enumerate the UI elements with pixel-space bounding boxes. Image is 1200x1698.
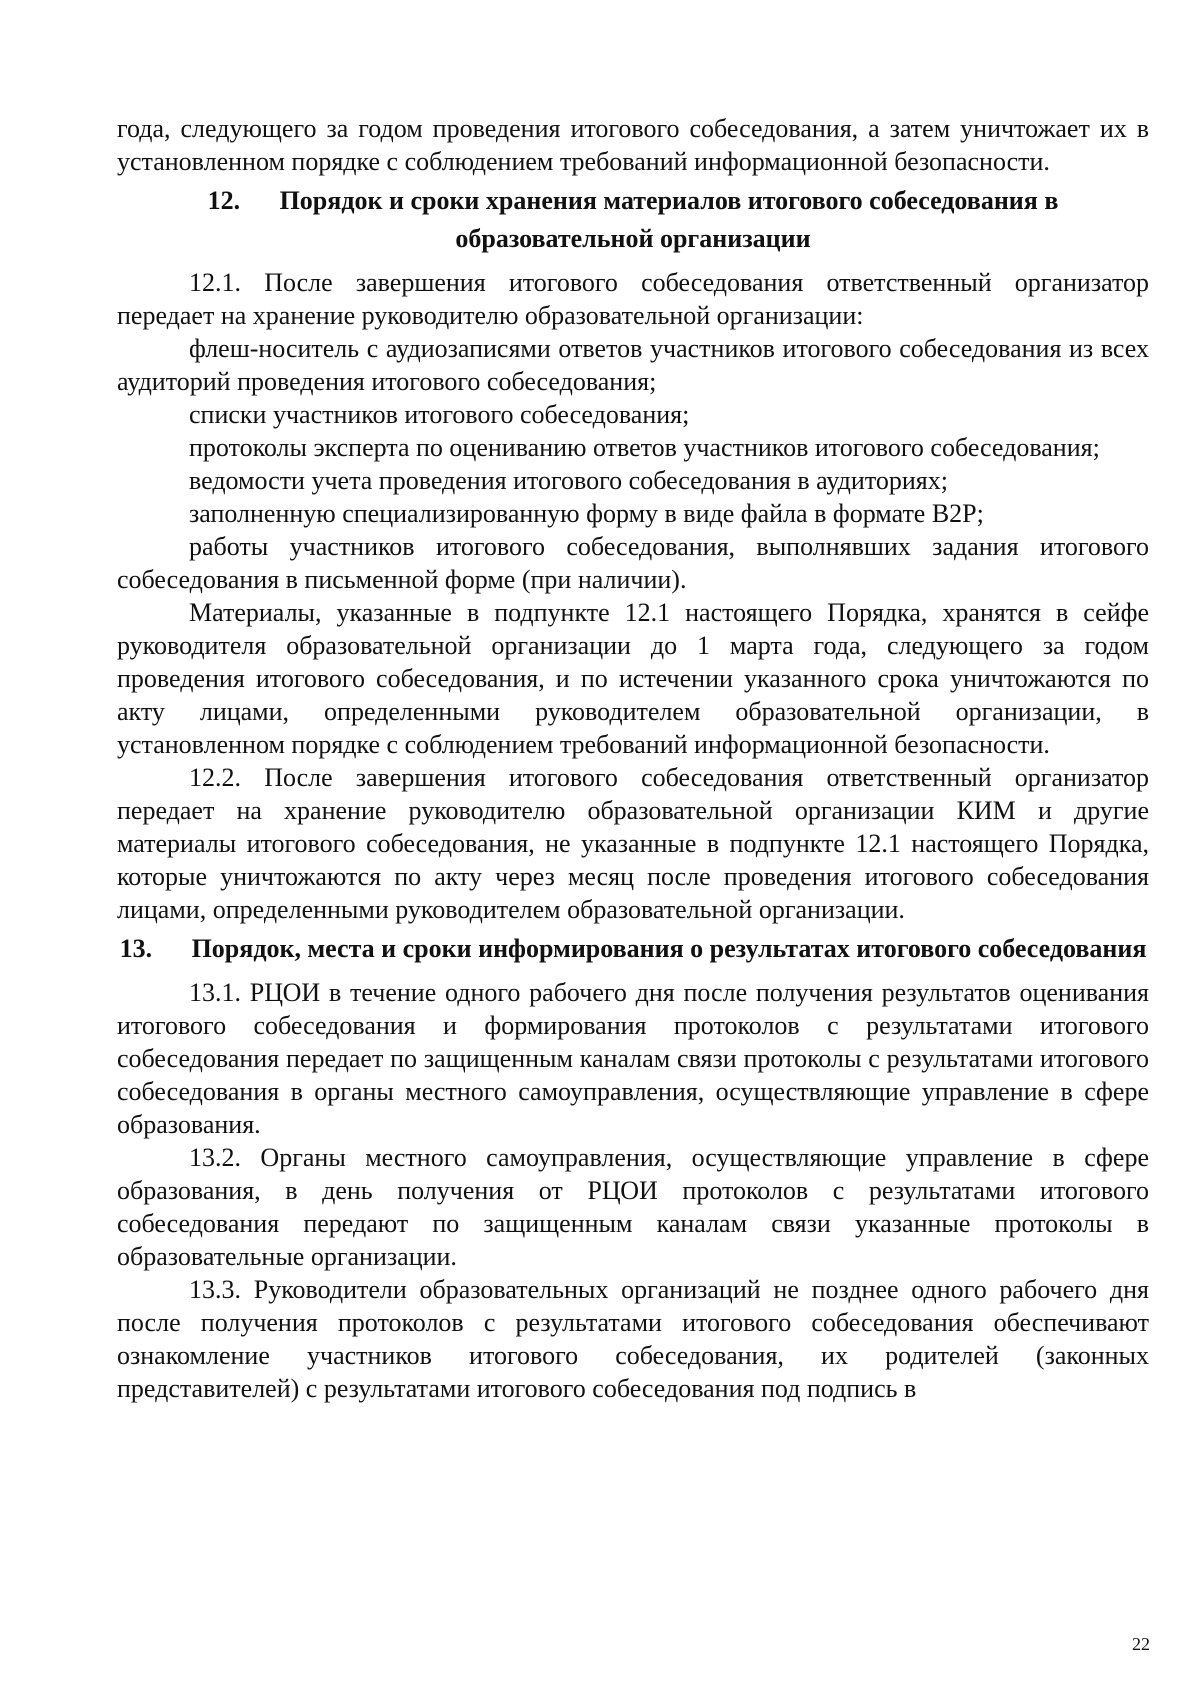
document-page <box>117 112 1149 1405</box>
paragraph-12-1: 12.1. После завершения итогового собеседования ответственный организатор передает на хранение руководителю образовательной организации: <box>117 268 1149 330</box>
paragraph-13-1: 13.1. РЦОИ в течение одного рабочего дня после получения результатов оценивания итогового собеседования и формирования протоколов с результатами итогового собеседования передает по защищенным каналам связи протоколы с результатами итогового собеседования в органы местного самоуправления, осуществляющие управление в сфере образования. <box>117 978 1149 1139</box>
list-item: работы участников итогового собеседования, выполнявших задания итогового собеседования в письменной форме (при наличии). <box>117 532 1149 594</box>
intro-paragraph: года, следующего за годом проведения итогового собеседования, а затем уничтожает их в установленном порядке с соблюдением требований информационной безопасности. <box>117 114 1149 176</box>
paragraph-13-2: 13.2. Органы местного самоуправления, осуществляющие управление в сфере образования, в день получения от РЦОИ протоколов с результатами итогового собеседования передают по защищенным каналам связи указанные протоколы в образовательные организации. <box>117 1143 1149 1271</box>
paragraph-materials-storage: Материалы, указанные в подпункте 12.1 настоящего Порядка, хранятся в сейфе руководителя образовательной организации до 1 марта года, следующего за годом проведения итогового собеседования, и по истечении указанного срока уничтожаются по акту лицами, определенными руководителем образовательной организации, в установленном порядке с соблюдением требований информационной безопасности. <box>117 598 1149 759</box>
list-item: ведомости учета проведения итогового собеседования в аудиториях; <box>189 466 948 495</box>
section-12-title: Порядок и сроки хранения материалов итогового собеседования в образовательной организации <box>279 186 1059 253</box>
paragraph-13-3: 13.3. Руководители образовательных организаций не позднее одного рабочего дня после получения протоколов с результатами итогового собеседования обеспечивают ознакомление участников итогового собеседования, их родителей (законных представителей) с результатами итогового собеседования под подпись в <box>117 1275 1149 1403</box>
paragraph-12-2: 12.2. После завершения итогового собеседования ответственный организатор передает на хранение руководителю образовательной организации КИМ и другие материалы итогового собеседования, не указанные в подпункте 12.1 настоящего Порядка, которые уничтожаются по акту через месяц после проведения итогового собеседования лицами, определенными руководителем образовательной организации. <box>117 763 1149 924</box>
page-number: 22 <box>1132 1634 1150 1654</box>
section-12-heading <box>117 182 1149 258</box>
list-item: заполненную специализированную форму в виде файла в формате B2P; <box>189 499 984 528</box>
list-item: протоколы эксперта по оцениванию ответов участников итогового собеседования; <box>189 433 1100 462</box>
section-12-number: 12. <box>207 186 241 215</box>
list-item: списки участников итогового собеседования; <box>189 400 690 429</box>
section-13-number: 13. <box>119 934 153 963</box>
section-13-title: Порядок, места и сроки информирования о результатах итогового собеседования <box>191 934 1147 963</box>
list-item: флеш-носитель с аудиозаписями ответов участников итогового собеседования из всех аудиторий проведения итогового собеседования; <box>117 334 1149 396</box>
section-13-heading <box>117 930 1149 968</box>
